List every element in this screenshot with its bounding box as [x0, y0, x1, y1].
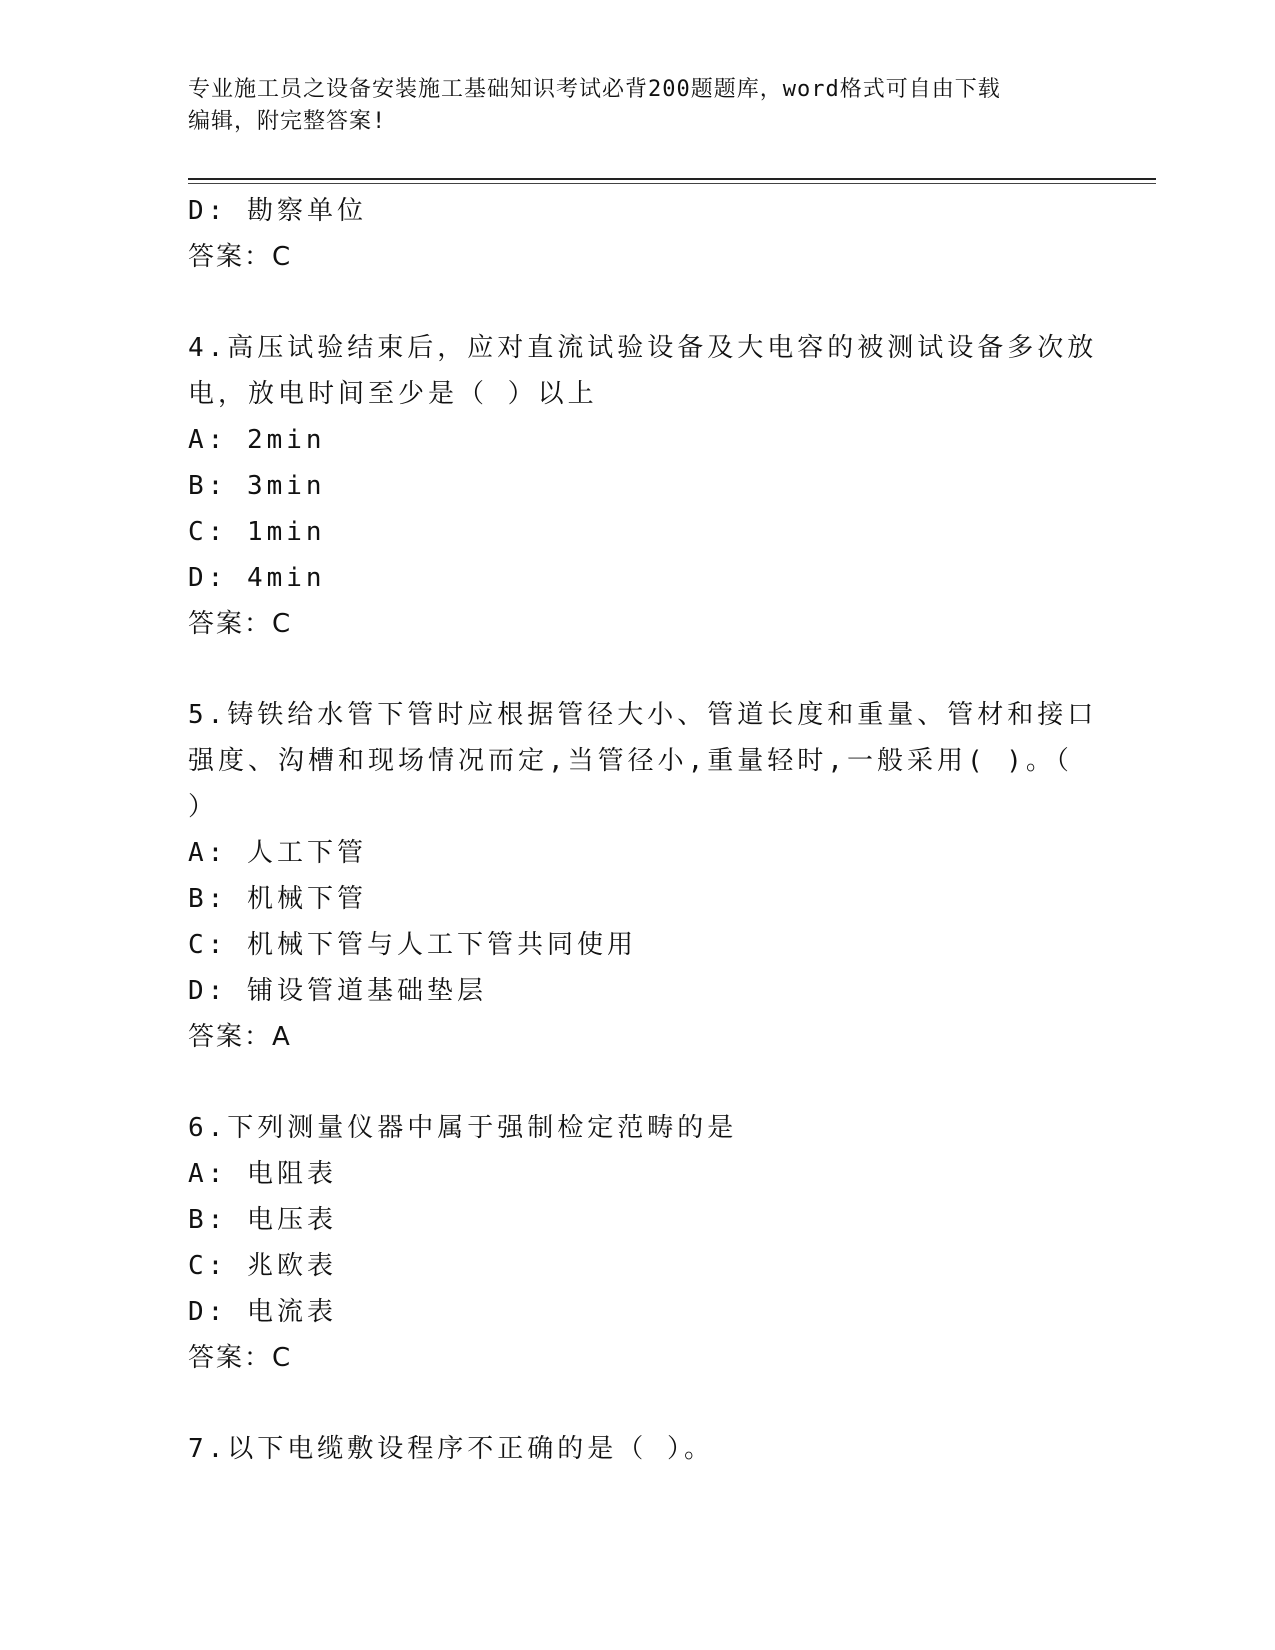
question-text: 4.高压试验结束后，应对直流试验设备及大电容的被测试设备多次放 [188, 333, 1098, 363]
question-block-prev [188, 188, 1088, 280]
question-text: 6.下列测量仪器中属于强制检定范畴的是 [188, 1113, 738, 1143]
option-d: D: 铺设管道基础垫层 [188, 976, 487, 1006]
spacer [188, 647, 1088, 692]
header-title-line-1: 专业施工员之设备安装施工基础知识考试必背200题题库，word格式可自由下载 [188, 77, 1001, 102]
question-list [188, 188, 1098, 1472]
spacer [188, 1060, 1088, 1105]
option-a: A: 人工下管 [188, 838, 367, 868]
question-text: 电，放电时间至少是（ ）以上 [188, 379, 598, 409]
question-block-7 [188, 1426, 1088, 1472]
spacer [188, 1381, 1088, 1426]
question-text: 5.铸铁给水管下管时应根据管径大小、管道长度和重量、管材和接口 [188, 700, 1098, 730]
option-b: B: 机械下管 [188, 884, 367, 914]
question-text: 强度、沟槽和现场情况而定,当管径小,重量轻时,一般采用( )。（ [188, 746, 1073, 776]
option-b: B: 电压表 [188, 1205, 337, 1235]
spacer [188, 280, 1088, 325]
option-b: B: 3min [188, 471, 326, 501]
answer-line: 答案：C [188, 242, 293, 272]
option-c: C: 机械下管与人工下管共同使用 [188, 930, 637, 960]
answer-line: 答案：A [188, 1022, 292, 1052]
option-a: A: 2min [188, 425, 326, 455]
answer-line: 答案：C [188, 609, 293, 639]
option-d: D: 电流表 [188, 1297, 337, 1327]
option-c: C: 1min [188, 517, 326, 547]
question-text: ） [188, 792, 219, 822]
document-header [188, 74, 1088, 138]
option-c: C: 兆欧表 [188, 1251, 337, 1281]
question-text: 7.以下电缆敷设程序不正确的是（ ）。 [188, 1434, 714, 1464]
option-d: D: 4min [188, 563, 326, 593]
answer-line: 答案：C [188, 1343, 293, 1373]
header-title-line-2: 编辑，附完整答案! [188, 109, 387, 134]
question-block-6 [188, 1105, 1088, 1381]
header-divider-thick [188, 178, 1156, 180]
question-block-5 [188, 692, 1098, 1060]
option-a: A: 电阻表 [188, 1159, 337, 1189]
option-d: D: 勘察单位 [188, 196, 367, 226]
question-block-4 [188, 325, 1098, 647]
header-divider-thin [188, 183, 1156, 184]
